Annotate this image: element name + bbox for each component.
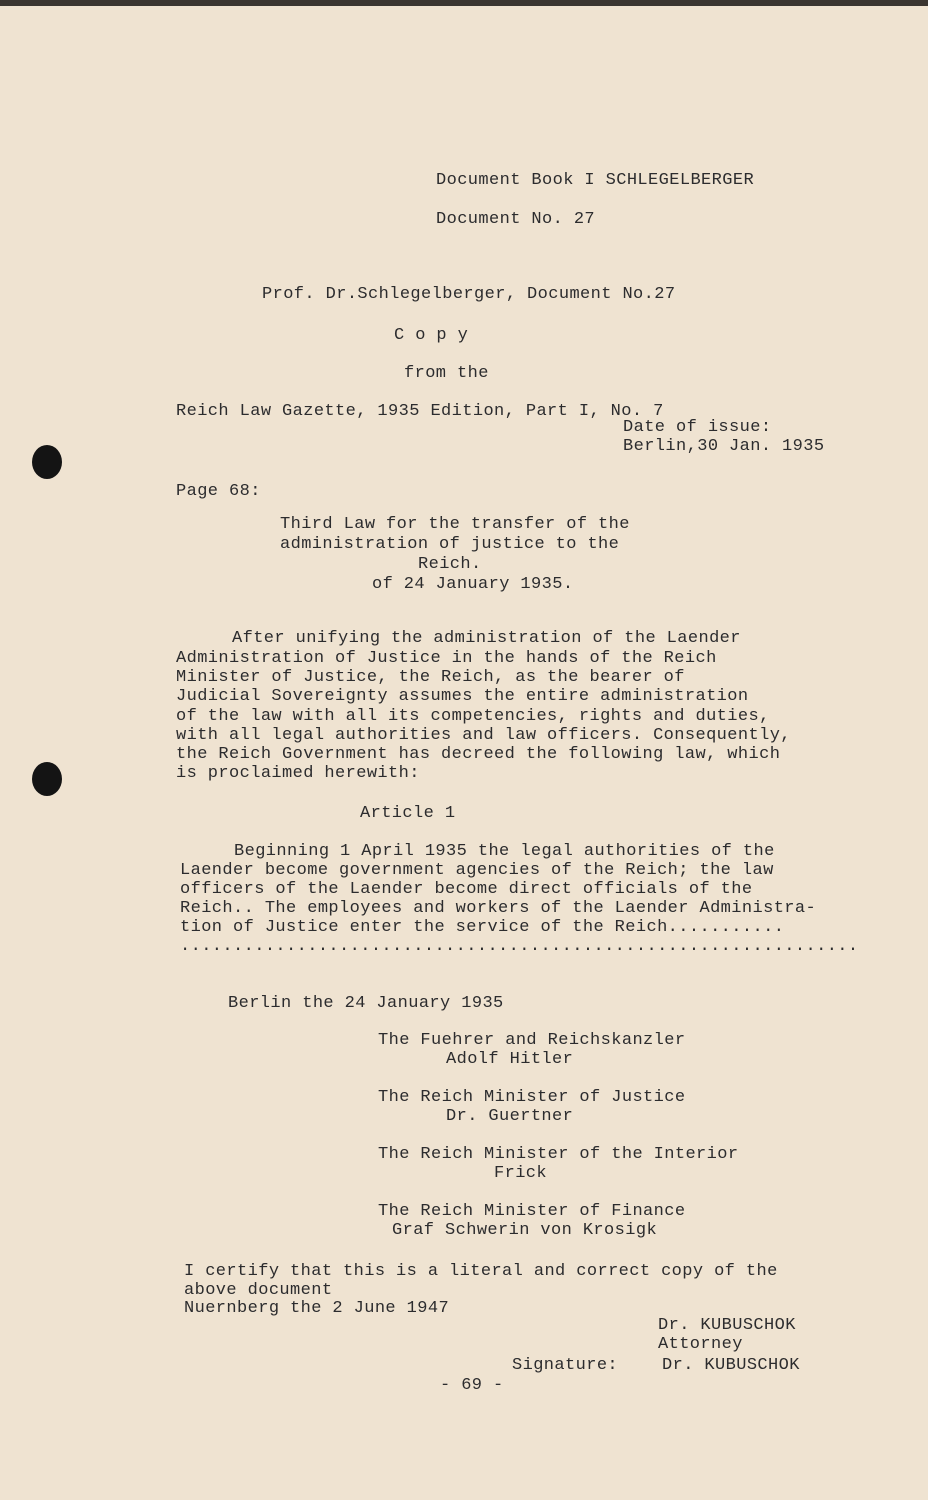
certifier-name: Dr. KUBUSCHOK (658, 1316, 796, 1335)
signatory-name: Frick (494, 1164, 548, 1183)
page-reference: Page 68: (176, 482, 261, 501)
signatory-name: Adolf Hitler (446, 1050, 574, 1069)
signatory-name: Dr. Guertner (446, 1107, 574, 1126)
preamble-line: is proclaimed herewith: (176, 764, 420, 783)
signature-label: Signature: (512, 1356, 619, 1375)
preamble-line: with all legal authorities and law officers. Consequently, (176, 726, 791, 745)
page-number: - 69 - (440, 1376, 504, 1395)
preamble-line: the Reich Government has decreed the following law, which (176, 745, 781, 764)
preamble-line: Minister of Justice, the Reich, as the bearer of (176, 668, 685, 687)
from-the-label: from the (404, 364, 489, 383)
copy-label: C o p y (394, 326, 469, 345)
article-line: Beginning 1 April 1935 the legal authorities of the (234, 842, 775, 861)
signatory-title: The Reich Minister of Finance (378, 1202, 686, 1221)
document-book-label: Document Book I SCHLEGELBERGER (436, 171, 755, 190)
date-of-issue-label: Date of issue: (623, 418, 772, 437)
signatory-name: Graf Schwerin von Krosigk (392, 1221, 658, 1240)
signatory-title: The Fuehrer and Reichskanzler (378, 1031, 686, 1050)
article-line: Laender become government agencies of the Reich; the law (180, 861, 774, 880)
article-line: Reich.. The employees and workers of the Laender Administra- (180, 899, 817, 918)
document-number: Document No. 27 (436, 210, 596, 229)
punch-hole-top (32, 445, 62, 479)
article-heading: Article 1 (360, 804, 456, 823)
scan-top-edge (0, 0, 928, 6)
law-title-line: administration of justice to the (280, 535, 620, 554)
punch-hole-bottom (32, 762, 62, 796)
law-title-date: of 24 January 1935. (372, 575, 574, 594)
gazette-source: Reich Law Gazette, 1935 Edition, Part I, No. 7 (176, 402, 664, 421)
signing-place-date: Berlin the 24 January 1935 (228, 994, 504, 1013)
law-title-line: Reich. (418, 555, 482, 574)
preamble-line: Judicial Sovereignty assumes the entire administration (176, 687, 749, 706)
date-of-issue-value: Berlin,30 Jan. 1935 (623, 437, 825, 456)
article-line: officers of the Laender become direct officials of the (180, 880, 753, 899)
signatory-title: The Reich Minister of the Interior (378, 1145, 739, 1164)
article-line: tion of Justice enter the service of the Reich........... (180, 918, 785, 937)
preamble-line: Administration of Justice in the hands of the Reich (176, 649, 717, 668)
preamble-line: After unifying the administration of the Laender (232, 629, 741, 648)
certifier-role: Attorney (658, 1335, 743, 1354)
dotted-rule: ................................................................ (180, 937, 859, 956)
certification-place-date: Nuernberg the 2 June 1947 (184, 1299, 450, 1318)
signatory-title: The Reich Minister of Justice (378, 1088, 686, 1107)
signature-name: Dr. KUBUSCHOK (662, 1356, 800, 1375)
preamble-line: of the law with all its competencies, rights and duties, (176, 707, 770, 726)
law-title-line: Third Law for the transfer of the (280, 515, 630, 534)
certification-line: I certify that this is a literal and correct copy of the (184, 1262, 778, 1281)
certification-line: above document (184, 1281, 333, 1300)
document-reference: Prof. Dr.Schlegelberger, Document No.27 (262, 285, 676, 304)
